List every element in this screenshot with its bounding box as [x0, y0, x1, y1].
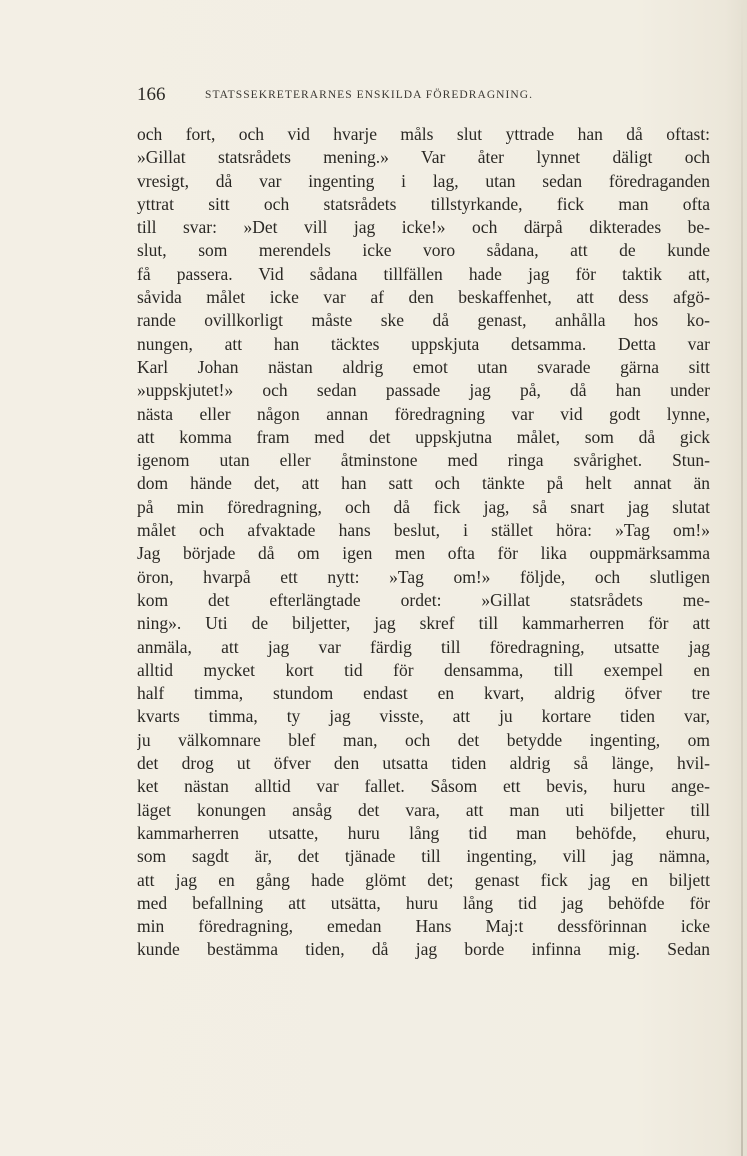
text-line: med befallning att utsätta, huru lång tid jag behöfde för [137, 892, 710, 913]
text-line: igenom utan eller åtminstone med ringa svårighet. Stun- [137, 450, 710, 471]
text-line: nungen, att han täcktes uppskjuta detsamma. Detta var [137, 333, 710, 354]
running-head [137, 84, 637, 106]
page-edge-shadow [741, 0, 743, 1156]
body-text [137, 123, 710, 962]
text-line: öron, hvarpå ett nytt: »Tag om!» följde, och slutligen [137, 566, 710, 587]
text-line: ju välkomnare blef man, och det betydde ingenting, om [137, 729, 710, 750]
text-line: kammarherren utsatte, huru lång tid man behöfde, ehuru, [137, 822, 710, 843]
text-line: ning». Uti de biljetter, jag skref till kammarherren för att [137, 613, 710, 634]
text-line: min föredragning, emedan Hans Maj:t dessförinnan icke [137, 916, 710, 937]
text-line: dom hände det, att han satt och tänkte på helt annat än [137, 473, 710, 494]
text-line: vresigt, då var ingenting i lag, utan sedan föredraganden [137, 170, 710, 191]
text-line: Karl Johan nästan aldrig emot utan svarade gärna sitt [137, 356, 710, 377]
text-line: anmäla, att jag var färdig till föredragning, utsatte jag [137, 636, 710, 657]
text-line: alltid mycket kort tid för densamma, till exempel en [137, 659, 710, 680]
text-line: det drog ut öfver den utsatta tiden aldrig så länge, hvil- [137, 753, 710, 774]
text-line: kvarts timma, ty jag visste, att ju kortare tiden var, [137, 706, 710, 727]
text-line: kunde bestämma tiden, då jag borde infinna mig. Sedan [137, 939, 710, 960]
text-line: och fort, och vid hvarje måls slut yttrade han då oftast: [137, 124, 710, 144]
text-line: »uppskjutet!» och sedan passade jag på, då han under [137, 380, 710, 401]
text-line: slut, som merendels icke voro sådana, att de kunde [137, 240, 710, 261]
text-line: kom det efterlängtade ordet: »Gillat statsrådets me- [137, 589, 710, 610]
page-number: 166 [137, 84, 166, 105]
text-line: målet och afvaktade hans beslut, i stället höra: »Tag om!» [137, 520, 710, 541]
text-line: läget konungen ansåg det vara, att man uti biljetter till [137, 799, 710, 820]
text-line: yttrat sitt och statsrådets tillstyrkande, fick man ofta [137, 193, 710, 214]
text-line: såvida målet icke var af den beskaffenhet, att dess afgö- [137, 287, 710, 308]
text-line: på min föredragning, och då fick jag, så snart jag slutat [137, 496, 710, 517]
text-line: att komma fram med det uppskjutna målet, som då gick [137, 426, 710, 447]
text-line: nästa eller någon annan föredragning var vid godt lynne, [137, 403, 710, 424]
running-title: STATSSEKRETERARNES ENSKILDA FÖREDRAGNING. [205, 89, 534, 101]
text-line: att jag en gång hade glömt det; genast fick jag en biljett [137, 869, 710, 890]
text-line: half timma, stundom endast en kvart, aldrig öfver tre [137, 683, 710, 704]
text-line: få passera. Vid sådana tillfällen hade jag för taktik att, [137, 263, 710, 284]
text-line: »Gillat statsrådets mening.» Var åter lynnet däligt och [137, 147, 710, 168]
text-line: Jag började då om igen men ofta för lika ouppmärksamma [137, 543, 710, 564]
text-line: till svar: »Det vill jag icke!» och därpå dikterades be- [137, 217, 710, 238]
text-line: rande ovillkorligt måste ske då genast, anhålla hos ko- [137, 310, 710, 331]
text-line: ket nästan alltid var fallet. Såsom ett bevis, huru ange- [137, 776, 710, 797]
text-line: som sagdt är, det tjänade till ingenting, vill jag nämna, [137, 846, 710, 867]
